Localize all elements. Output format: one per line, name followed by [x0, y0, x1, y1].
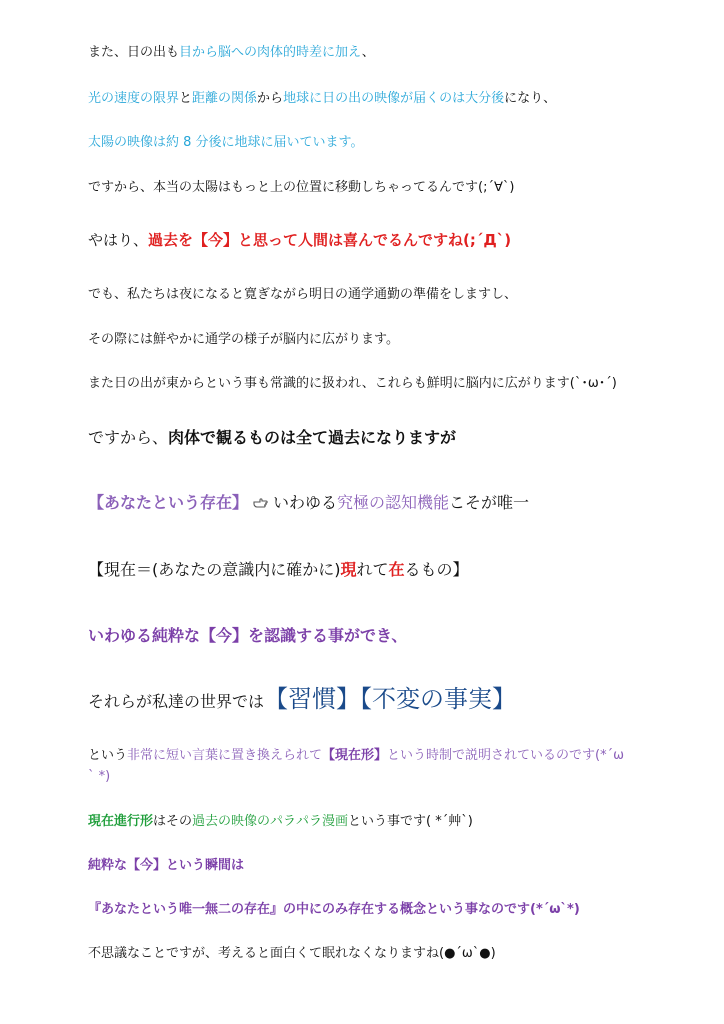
text-line [88, 426, 456, 450]
text-segment: 距離の関係 [192, 91, 258, 106]
text-segment: いわゆる [273, 493, 338, 512]
text-segment: という事です( *´艸`) [348, 814, 473, 829]
text-line [88, 179, 514, 197]
text-line [88, 747, 624, 765]
text-segment: 【習慣】【不変の事実】 [264, 685, 517, 713]
text-line [88, 229, 511, 251]
text-segment: 光の速度の限界 [88, 91, 180, 106]
text-segment: それらが私達の世界では [88, 692, 265, 711]
text-segment: いわゆる純粋な【今】を認識する事ができ、 [88, 626, 408, 645]
text-segment: 在 [388, 560, 405, 579]
text-segment: でも、私たちは夜になると寛ぎながら明日の通学通勤の準備をしますし、 [88, 287, 518, 302]
text-line [88, 901, 580, 919]
text-segment: るもの】 [404, 560, 469, 579]
text-segment: になり、 [504, 91, 557, 106]
text-line [88, 857, 244, 875]
text-segment: また、日の出も [88, 45, 180, 60]
text-line [88, 134, 364, 152]
text-segment: ですから、 [88, 428, 169, 447]
text-segment: 『あなたという唯一無二の存在』の中にのみ存在する概念という事なのです(*´ω`*) [88, 902, 580, 917]
text-segment: 【現在＝(あなたの意識内に確かに) [88, 560, 341, 579]
text-segment: 不思議なことですが、考えると面白くて眠れなくなりますね(●´ω`●) [88, 946, 496, 961]
text-segment: 現在進行形 [88, 814, 154, 829]
text-line [88, 286, 517, 304]
text-segment: 純粋な【今】という瞬間は [88, 858, 245, 873]
text-line [88, 90, 556, 108]
text-segment: 太陽の映像は約 8 分後に地球に届いています。 [88, 135, 364, 150]
text-segment: 目から脳への肉体的時差に加え [179, 45, 362, 60]
text-segment: 地球に日の出の映像が届くのは大分後 [283, 91, 505, 106]
text-segment: その際には鮮やかに通学の様子が脳内に広がります。 [88, 332, 399, 347]
text-segment: 、 [361, 45, 375, 60]
text-segment: れて [356, 560, 389, 579]
pointing-hand-icon [252, 493, 270, 509]
text-segment: 肉体で観るものは全て過去になりますが [168, 428, 457, 447]
text-line [88, 331, 399, 349]
text-segment: と [179, 91, 193, 106]
text-segment: 過去の映像のパラパラ漫画 [192, 814, 349, 829]
text-segment: 究極の認知機能 [337, 493, 450, 512]
text-line [88, 768, 110, 786]
text-line [88, 683, 516, 715]
text-segment: という [88, 748, 128, 763]
text-segment: ` *) [88, 769, 111, 784]
text-segment: から [257, 91, 284, 106]
text-segment: 現 [340, 560, 357, 579]
text-line [88, 945, 496, 963]
text-line [88, 44, 375, 62]
text-segment: 【あなたという存在】 [88, 493, 249, 512]
text-segment: また日の出が東からという事も常識的に扱われ、これらも鮮明に脳内に広がります(`･ω･´) [88, 376, 617, 391]
text-segment: やはり、 [88, 231, 149, 249]
text-line [88, 624, 407, 648]
text-line [88, 491, 529, 515]
text-line [88, 813, 473, 831]
text-segment: という時制で説明されているのです(*´ω [387, 748, 625, 763]
text-segment: 【現在形】 [322, 748, 388, 763]
text-segment: 過去を【今】と思って人間は喜んでるんですね(;´Д`) [148, 231, 512, 249]
text-segment: 非常に短い言葉に置き換えられて [127, 748, 323, 763]
text-segment: ですから、本当の太陽はもっと上の位置に移動しちゃってるんです(;´∀`) [88, 180, 515, 195]
text-segment: こそが唯一 [449, 493, 530, 512]
text-line [88, 375, 617, 393]
text-segment: はその [153, 814, 193, 829]
text-line [88, 558, 469, 582]
